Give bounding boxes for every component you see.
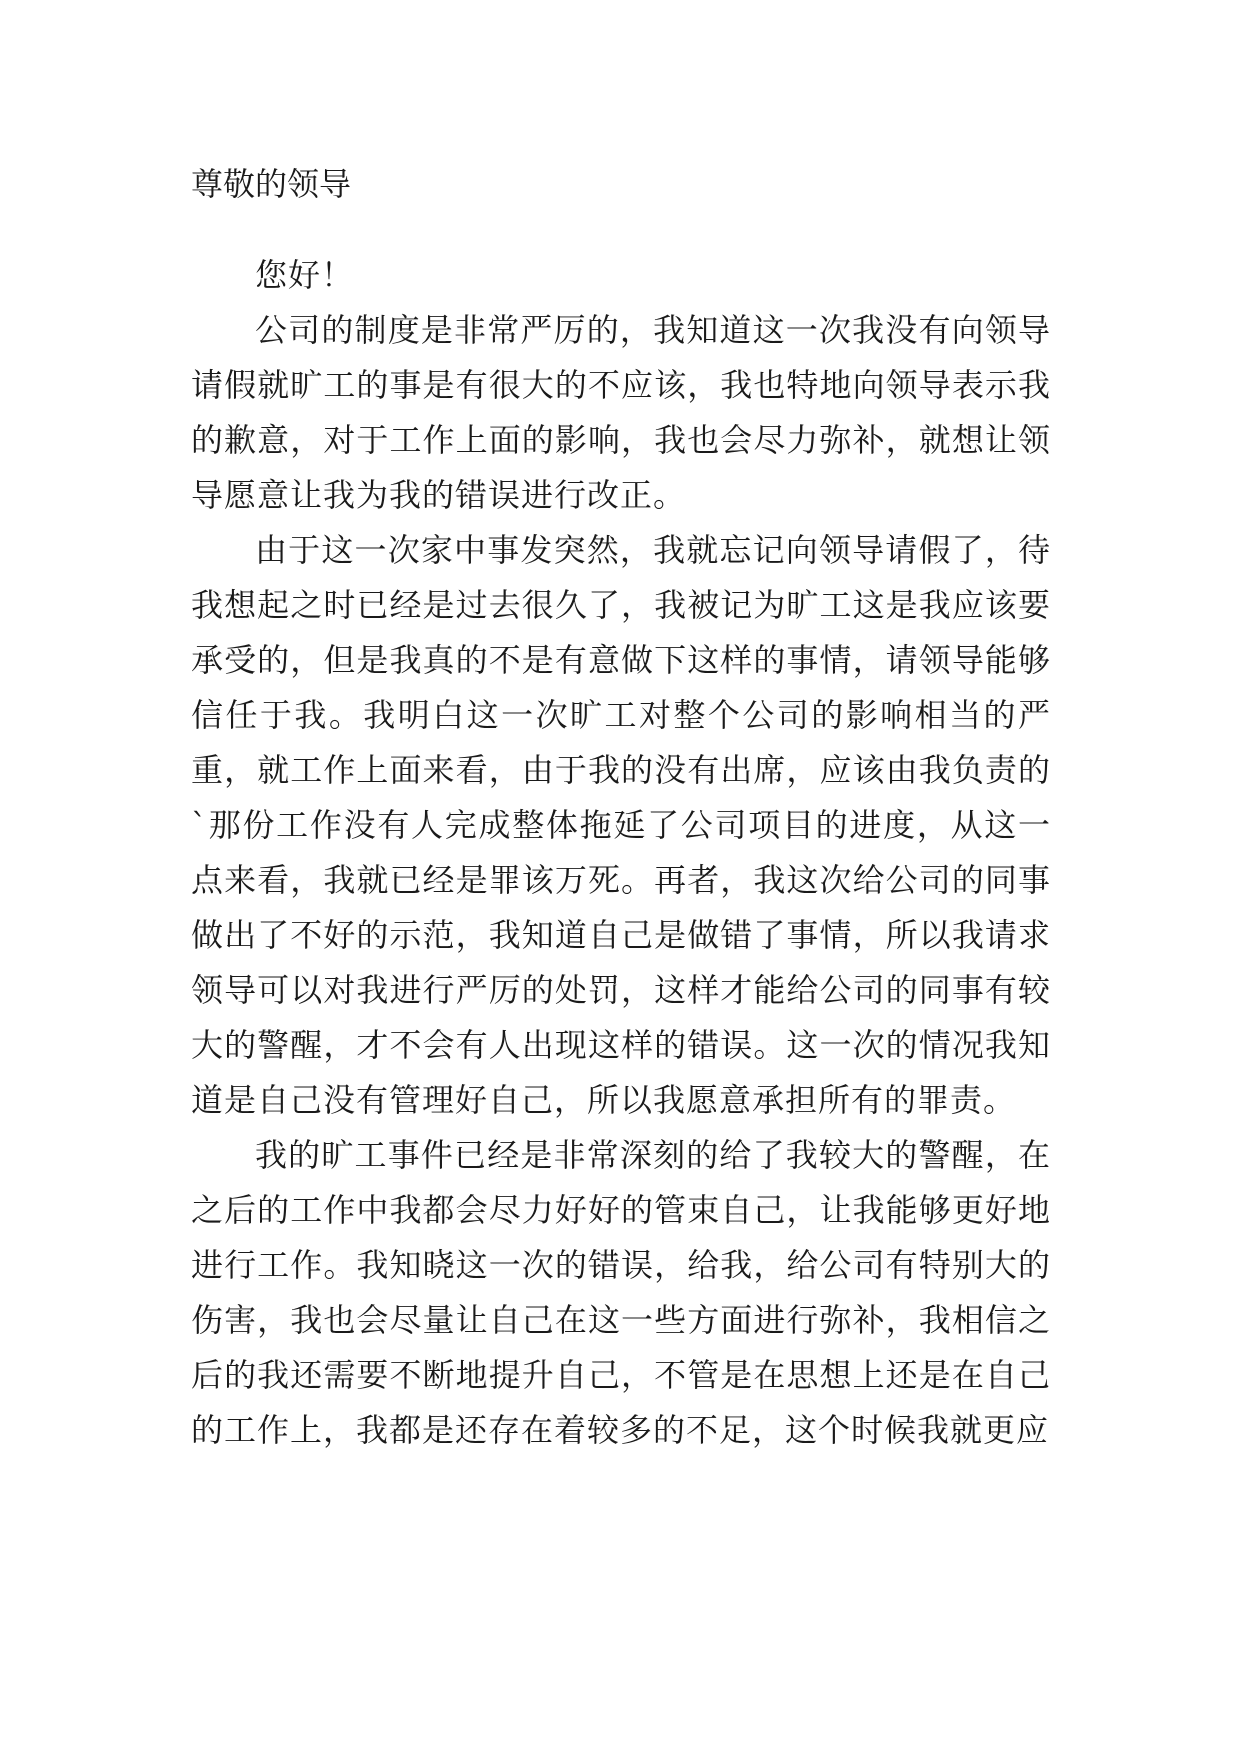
greeting: 您好！ [255, 256, 355, 294]
letter-body [191, 248, 1051, 1458]
paragraph-3: 我的旷工事件已经是非常深刻的给了我较大的警醒，在之后的工作中我都会尽力好好的管束自己，让我能够更好地进行工作。我知晓这一次的错误，给我，给公司有特别大的伤害，我也会尽量让自己在这一些方面进行弥补，我相信之后的我还需要不断地提升自己，不管是在思想上还是在自己的工作上，我都是还存在着较多的不足，这个时候我就更应 [191, 1136, 1051, 1449]
salutation: 尊敬的领导 [191, 165, 352, 203]
paragraph-2: 由于这一次家中事发突然，我就忘记向领导请假了，待我想起之时已经是过去很久了，我被记为旷工这是我应该要承受的，但是我真的不是有意做下这样的事情，请领导能够信任于我。我明白这一次旷工对整个公司的影响相当的严重，就工作上面来看，由于我的没有出席，应该由我负责的`那份工作没有人完成整体拖延了公司项目的进度，从这一点来看，我就已经是罪该万死。再者，我这次给公司的同事做出了不好的示范，我知道自己是做错了事情，所以我请求领导可以对我进行严厉的处罚，这样才能给公司的同事有较大的警醒，才不会有人出现这样的错误。这一次的情况我知道是自己没有管理好自己，所以我愿意承担所有的罪责。 [191, 531, 1051, 1119]
paragraph-1: 公司的制度是非常严厉的，我知道这一次我没有向领导请假就旷工的事是有很大的不应该，我也特地向领导表示我的歉意，对于工作上面的影响，我也会尽力弥补，就想让领导愿意让我为我的错误进行改正。 [191, 311, 1051, 514]
